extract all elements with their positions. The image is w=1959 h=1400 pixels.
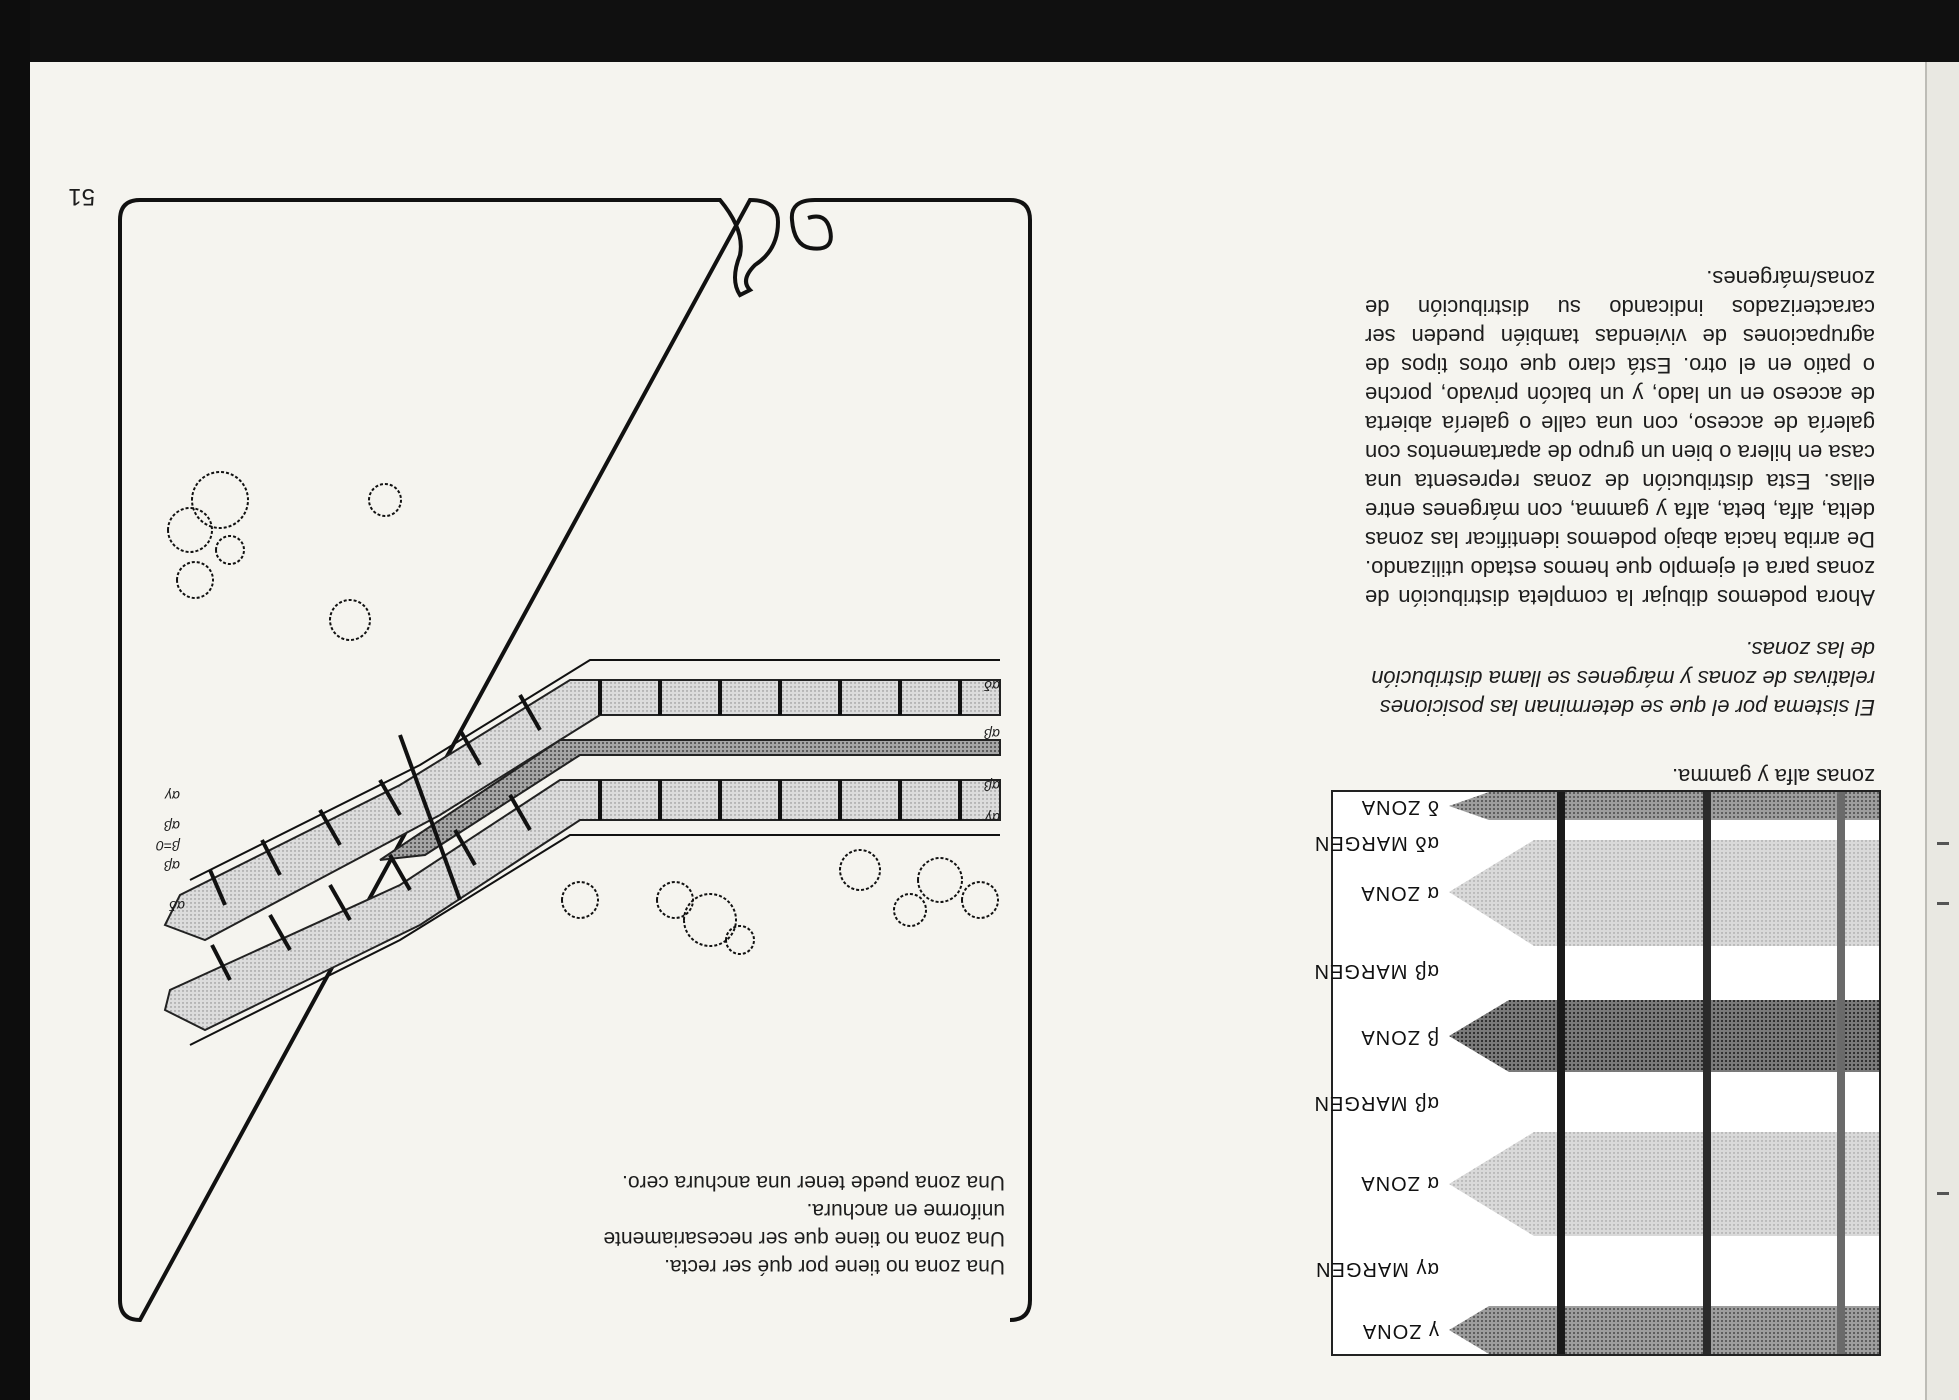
label-left-ag: αγ [165,788,180,804]
legend-divider-1 [1837,792,1845,1354]
zone-legend-diagram [1313,790,1881,1356]
label-right-ab-1: αβ [984,778,1000,794]
label-left-ab-2: αβ [164,818,180,834]
legend-label-ad-margin: αδ MARGEN [1313,832,1439,854]
shrub-group-center [562,882,754,954]
legend-label-gamma-zone: γ ZONA [1361,1320,1439,1342]
book-spine-edge [0,0,30,1400]
drawing-border [120,200,1030,1320]
legend-divider-3 [1557,792,1565,1354]
label-right-ab-2: αβ [984,726,1000,742]
shrub-group-bottom-left [840,850,998,926]
scan-dark-top [0,0,1959,62]
label-left-beta-zero: β=0 [156,838,180,854]
caption-zona-recta: Una zona no tiene por qué ser recta. [664,1255,1005,1278]
upside-down-page-content [30,62,1925,1400]
legend-label-delta-zone: δ ZONA [1360,796,1439,818]
adjacent-page-mark [1937,842,1949,845]
shrub-group-right [168,472,401,640]
legend-label-ab-margin-2: αβ MARGEN [1313,960,1439,982]
adjacent-page-mark [1937,1192,1949,1195]
label-right-ad: αδ [984,678,1000,694]
page-number: 51 [68,183,95,210]
label-left-ad: αδ [169,898,185,914]
legend-delta-zone-band [1449,792,1879,820]
paragraph-explanation: Ahora podemos dibujar la completa distribución de zonas para el ejemplo que hemos estado utilizando. De arriba hacia abajo podemos identificar las zonas delta, alfa, beta, alfa y gamma, con márgenes entre ellas. Esta distribución de zonas representa una casa en hilera o bien un grupo de apartamentos con galería de acceso, con una calle o galería abierta de acceso en un lado, y un balcón privado, porche o patio en el otro. Está claro que otros tipos de agrupaciones de viviendas también pueden ser caracterizados indicando su distribución de zonas/márgenes. [1365,266,1875,610]
legend-label-beta-zone: β ZONA [1360,1026,1439,1048]
legend-beta-zone-band [1449,1000,1879,1072]
paragraph-distribucion-zonas: El sistema por el que se determinan las posiciones relativas de zonas y márgenes se llama distribución de las zonas. [1371,637,1875,720]
caption-zona-anchura-2: uniforme en anchura. [806,1199,1005,1222]
label-left-ab-1: αβ [164,858,180,874]
label-right-ag: αγ [985,810,1000,826]
book-page [30,62,1925,1400]
caption-zona-anchura-1: Una zona no tiene que ser necesariamente [603,1227,1005,1250]
adjacent-page-edge [1925,62,1959,1400]
legend-label-alfa-zone-2: α ZONA [1360,882,1439,904]
legend-divider-2 [1703,792,1711,1354]
adjacent-page-mark [1937,902,1949,905]
legend-gamma-zone-band [1449,1306,1879,1354]
paragraph-margin-alfa-gamma: zonas alfa y gamma. [1672,764,1875,789]
legend-alfa-zone-band-2 [1449,840,1879,946]
legend-alfa-zone-band-1 [1449,1132,1879,1236]
legend-label-alfa-zone-1: α ZONA [1360,1172,1439,1194]
legend-label-ag-margin: αγ MARGEN [1315,1258,1439,1280]
caption-zona-cero: Una zona puede tener una anchura cero. [622,1171,1005,1194]
legend-label-ab-margin-1: αβ MARGEN [1313,1092,1439,1114]
band-alfa-top [165,780,1000,1030]
